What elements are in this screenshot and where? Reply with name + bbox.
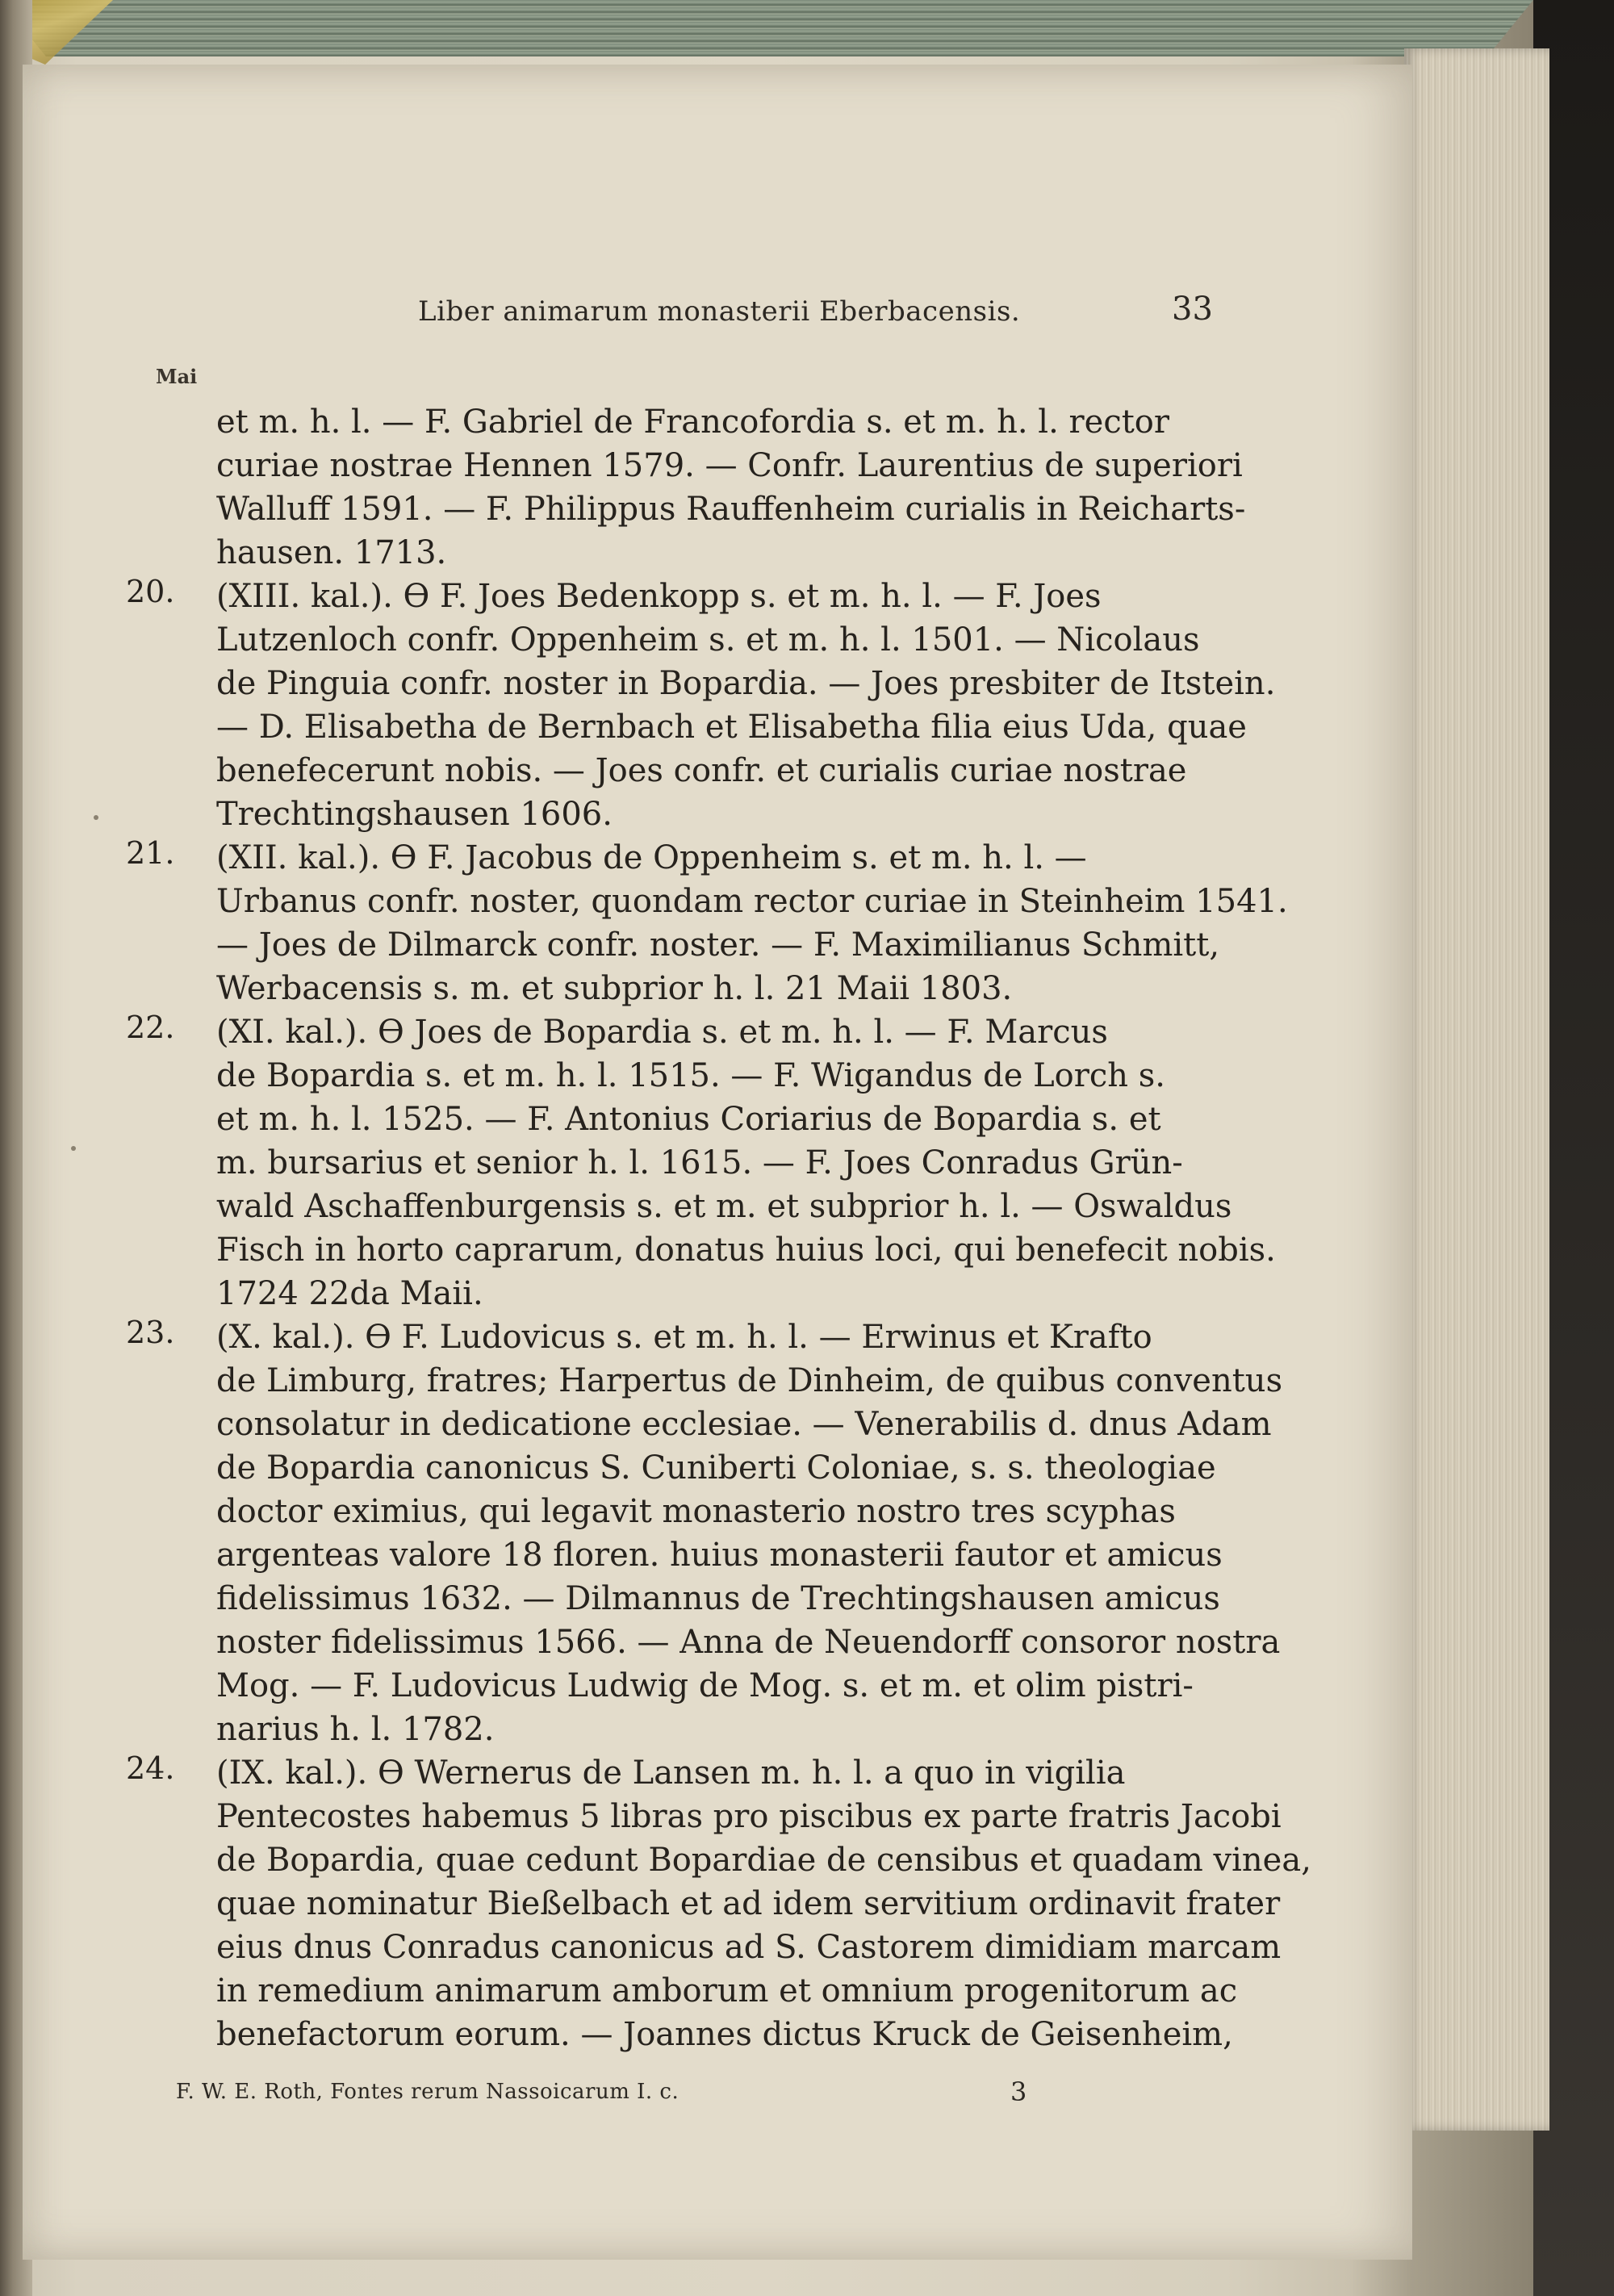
text-line: Urbanus confr. noster, quondam rector curiae in Steinheim 1541.: [216, 883, 1288, 920]
text-line: benefecerunt nobis. — Joes confr. et curialis curiae nostrae: [216, 752, 1187, 789]
text-line: quae nominatur Bießelbach et ad idem servitium ordinavit frater: [216, 1885, 1281, 1922]
text-line: doctor eximius, qui legavit monasterio nostro tres scyphas: [216, 1493, 1176, 1530]
paper-speck: [94, 815, 98, 820]
text-line: (X. kal.). ϴ F. Ludovicus s. et m. h. l. — Erwinus et Krafto: [216, 1319, 1152, 1356]
text-line: noster fidelissimus 1566. — Anna de Neuendorff consoror nostra: [216, 1624, 1281, 1661]
text-line: (XII. kal.). ϴ F. Jacobus de Oppenheim s. et m. h. l. —: [216, 839, 1087, 876]
text-line: de Pinguia confr. noster in Bopardia. — Joes presbiter de Itstein.: [216, 665, 1276, 702]
text-line: — Joes de Dilmarck confr. noster. — F. Maximilianus Schmitt,: [216, 926, 1220, 964]
day-number: 24.: [126, 1750, 175, 1786]
day-number: 22.: [126, 1010, 175, 1045]
page-number: 33: [1172, 291, 1213, 328]
text-line: (XI. kal.). ϴ Joes de Bopardia s. et m. h. l. — F. Marcus: [216, 1014, 1108, 1051]
text-line: Mog. — F. Ludovicus Ludwig de Mog. s. et m. et olim pistri-: [216, 1667, 1194, 1704]
text-line: 1724 22da Maii.: [216, 1275, 483, 1312]
text-line: eius dnus Conradus canonicus ad S. Castorem dimidiam marcam: [216, 1929, 1282, 1966]
day-number: 20.: [126, 574, 175, 609]
paper-speck: [71, 1146, 76, 1151]
text-line: consolatur in dedicatione ecclesiae. — Venerabilis d. dnus Adam: [216, 1406, 1272, 1443]
margin-note-month: Mai: [156, 365, 198, 388]
text-line: narius h. l. 1782.: [216, 1711, 495, 1748]
signature-mark: 3: [1010, 2076, 1027, 2107]
text-line: de Limburg, fratres; Harpertus de Dinheim, de quibus conventus: [216, 1362, 1283, 1399]
text-line: in remedium animarum amborum et omnium progenitorum ac: [216, 1972, 1238, 2010]
text-line: Trechtingshausen 1606.: [216, 796, 613, 833]
text-line: Fisch in horto caprarum, donatus huius loci, qui benefecit nobis.: [216, 1232, 1276, 1269]
text-line: wald Aschaffenburgensis s. et m. et subprior h. l. — Oswaldus: [216, 1188, 1232, 1225]
book-top-edges: [0, 0, 1533, 56]
text-line: Werbacensis s. m. et subprior h. l. 21 Maii 1803.: [216, 970, 1013, 1007]
text-line: m. bursarius et senior h. l. 1615. — F. Joes Conradus Grün-: [216, 1144, 1183, 1181]
running-header: [418, 291, 1225, 331]
text-line: de Bopardia, quae cedunt Bopardiae de censibus et quadam vinea,: [216, 1842, 1311, 1879]
text-line: (XIII. kal.). ϴ F. Joes Bedenkopp s. et m. h. l. — F. Joes: [216, 578, 1102, 615]
page-edges: [1404, 48, 1549, 2131]
text-line: (IX. kal.). ϴ Wernerus de Lansen m. h. l. a quo in vigilia: [216, 1754, 1126, 1792]
text-line: de Bopardia s. et m. h. l. 1515. — F. Wigandus de Lorch s.: [216, 1057, 1165, 1094]
text-line: Pentecostes habemus 5 libras pro piscibus ex parte fratris Jacobi: [216, 1798, 1282, 1835]
text-line: argenteas valore 18 floren. huius monasterii fautor et amicus: [216, 1537, 1223, 1574]
text-line: Walluff 1591. — F. Philippus Rauffenheim curialis in Reicharts-: [216, 491, 1246, 528]
header-title: Liber animarum monasterii Eberbacensis.: [418, 295, 1021, 328]
text-line: et m. h. l. 1525. — F. Antonius Coriarius de Bopardia s. et: [216, 1101, 1161, 1138]
text-line: et m. h. l. — F. Gabriel de Francofordia s. et m. h. l. rector: [216, 404, 1169, 441]
day-number: 23.: [126, 1315, 175, 1350]
text-line: — D. Elisabetha de Bernbach et Elisabetha filia eius Uda, quae: [216, 709, 1247, 746]
footer-reference: F. W. E. Roth, Fontes rerum Nassoicarum I. c.: [176, 2080, 679, 2104]
text-line: hausen. 1713.: [216, 534, 447, 571]
page-footer: [176, 2076, 1064, 2112]
text-line: fidelissimus 1632. — Dilmannus de Trechtingshausen amicus: [216, 1580, 1220, 1617]
text-line: Lutzenloch confr. Oppenheim s. et m. h. l. 1501. — Nicolaus: [216, 621, 1200, 659]
text-line: curiae nostrae Hennen 1579. — Confr. Laurentius de superiori: [216, 447, 1243, 484]
day-number: 21.: [126, 835, 175, 871]
book-page: [23, 65, 1412, 2260]
text-line: de Bopardia canonicus S. Cuniberti Coloniae, s. s. theologiae: [216, 1449, 1216, 1487]
text-line: benefactorum eorum. — Joannes dictus Kruck de Geisenheim,: [216, 2016, 1233, 2053]
